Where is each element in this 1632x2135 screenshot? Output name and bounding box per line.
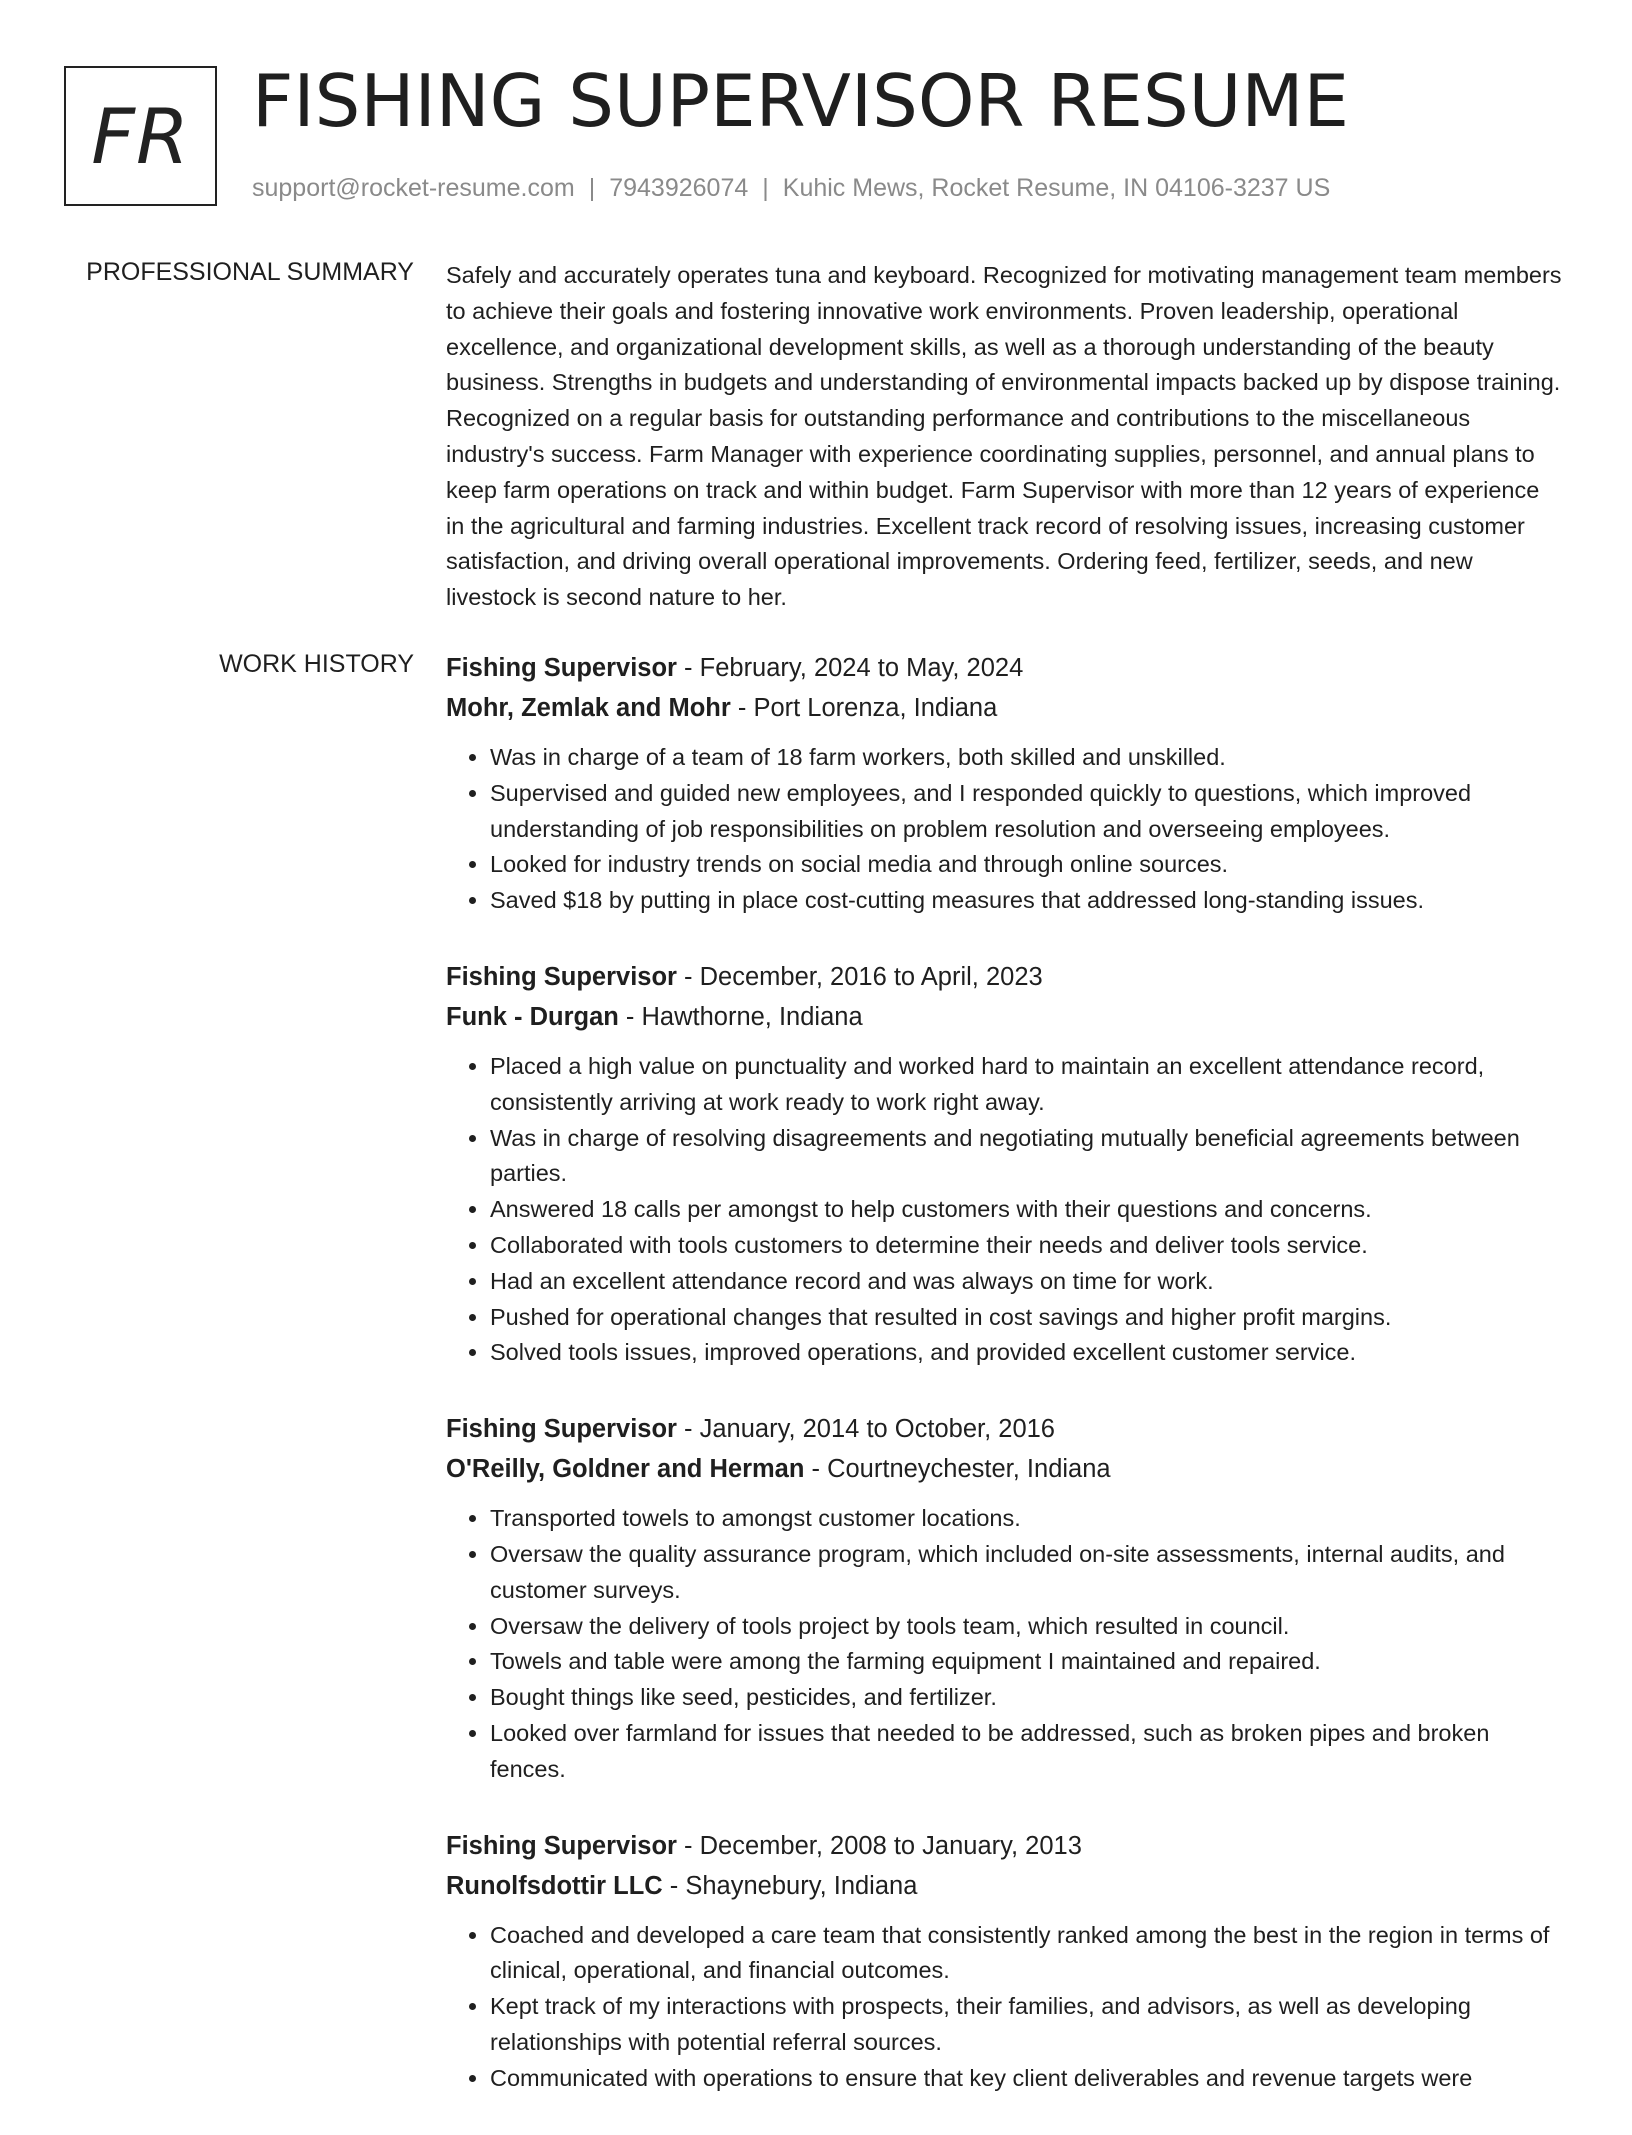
job-bullet: • Looked over farmland for issues that needed to be addressed, such as broken pipes and broken fences. — [490, 1716, 1562, 1788]
summary-body — [446, 258, 1562, 616]
job-title-line — [446, 1826, 1562, 1866]
job-company-line — [446, 997, 1562, 1037]
job-bullet: • Was in charge of a team of 18 farm workers, both skilled and unskilled. — [490, 740, 1562, 776]
contact-email[interactable]: support@rocket-resume.com — [252, 174, 575, 202]
job-title-line — [446, 1409, 1562, 1449]
contact-separator: | — [588, 174, 596, 202]
job-title: Fishing Supervisor — [446, 654, 677, 682]
job-bullet: • Oversaw the delivery of tools project by tools team, which resulted in council. — [490, 1609, 1562, 1645]
job-title-line — [446, 648, 1562, 688]
job-title: Fishing Supervisor — [446, 1415, 677, 1444]
job-bullet: • Kept track of my interactions with prospects, their families, and advisors, as well as developing relationships with potential referral sources. — [490, 1989, 1562, 2061]
job-title: Fishing Supervisor — [446, 1831, 677, 1860]
job-title: Fishing Supervisor — [446, 962, 677, 991]
job-bullet: • Saved $18 by putting in place cost-cutting measures that addressed long-standing issues. — [490, 883, 1562, 919]
job-dates: - December, 2008 to January, 2013 — [676, 1831, 1082, 1860]
job-company-line — [446, 1449, 1562, 1489]
job-bullet: • Looked for industry trends on social media and through online sources. — [490, 847, 1562, 883]
job-dates: - January, 2014 to October, 2016 — [676, 1415, 1055, 1444]
work-history-list — [446, 648, 1562, 2135]
job-bullet: • Answered 18 calls per amongst to help customers with their questions and concerns. — [490, 1192, 1562, 1228]
job-bullet: • Placed a high value on punctuality and worked hard to maintain an excellent attendance record, consistently arriving at work ready to work right away. — [490, 1049, 1562, 1121]
monogram-initials: FR — [91, 91, 190, 181]
job-entry — [446, 1826, 1562, 2097]
job-dates: - February, 2024 to May, 2024 — [676, 654, 1024, 682]
job-location: - Hawthorne, Indiana — [618, 1002, 863, 1031]
job-bullet-list — [446, 1501, 1562, 1787]
job-company: Runolfsdottir LLC — [446, 1871, 663, 1900]
job-entry — [446, 648, 1562, 919]
resume-title: FISHING SUPERVISOR RESUME — [252, 59, 1349, 143]
job-company: O'Reilly, Goldner and Herman — [446, 1455, 805, 1484]
summary-text: Safely and accurately operates tuna and keyboard. Recognized for motivating management team members to achieve their goals and fostering innovative work environments. Proven leadership, operational excellence, and organizational development skills, as well as a thorough understanding of the beauty business. Strengths in budgets and understanding of environmental impacts backed up by dispose training. Recognized on a regular basis for outstanding performance and contributions to the miscellaneous industry's success. Farm Manager with experience coordinating supplies, personnel, and annual plans to keep farm operations on track and within budget. Farm Supervisor with more than 12 years of experience in the agricultural and farming industries. Excellent track record of resolving issues, increasing customer satisfaction, and driving overall operational improvements. Ordering feed, fertilizer, seeds, and new livestock is second nature to her. — [446, 262, 1562, 611]
section-label-work-history: WORK HISTORY — [219, 650, 414, 678]
job-bullet-list — [446, 1918, 1562, 2097]
job-location: - Shaynebury, Indiana — [662, 1871, 918, 1900]
contact-phone[interactable]: 7943926074 — [609, 174, 749, 202]
job-bullet: • Collaborated with tools customers to determine their needs and deliver tools service. — [490, 1228, 1562, 1264]
job-bullet: • Supervised and guided new employees, and I responded quickly to questions, which improved understanding of job responsibilities on problem resolution and overseeing employees. — [490, 776, 1562, 848]
job-location: - Port Lorenza, Indiana — [730, 694, 998, 722]
job-bullet: • Had an excellent attendance record and was always on time for work. — [490, 1264, 1562, 1300]
job-bullet: • Coached and developed a care team that consistently ranked among the best in the region in terms of clinical, operational, and financial outcomes. — [490, 1918, 1562, 1990]
job-bullet: • Transported towels to amongst customer locations. — [490, 1501, 1562, 1537]
job-bullet: • Towels and table were among the farming equipment I maintained and repaired. — [490, 1644, 1562, 1680]
job-company-line — [446, 1866, 1562, 1906]
job-bullet-list — [446, 1049, 1562, 1371]
contact-address: Kuhic Mews, Rocket Resume, IN 04106-3237 US — [782, 174, 1331, 202]
job-location: - Courtneychester, Indiana — [804, 1455, 1111, 1484]
job-entry — [446, 1409, 1562, 1787]
section-label-summary: PROFESSIONAL SUMMARY — [86, 258, 414, 286]
job-dates: - December, 2016 to April, 2023 — [676, 962, 1043, 991]
contact-separator: | — [762, 174, 769, 202]
job-company: Funk - Durgan — [446, 1002, 619, 1031]
job-bullet: • Was in charge of resolving disagreements and negotiating mutually beneficial agreements between parties. — [490, 1121, 1562, 1193]
job-company: Mohr, Zemlak and Mohr — [446, 694, 731, 722]
contact-line — [252, 174, 1330, 203]
job-bullet: • Bought things like seed, pesticides, and fertilizer. — [490, 1680, 1562, 1716]
monogram-badge — [64, 66, 217, 206]
job-entry — [446, 957, 1562, 1371]
job-bullet: • Pushed for operational changes that resulted in cost savings and higher profit margins. — [490, 1300, 1562, 1336]
job-company-line — [446, 688, 1562, 728]
job-bullet-list — [446, 740, 1562, 919]
job-title-line — [446, 957, 1562, 997]
job-bullet: • Solved tools issues, improved operations, and provided excellent customer service. — [490, 1335, 1562, 1371]
job-bullet: • Oversaw the quality assurance program, which included on-site assessments, internal audits, and customer surveys. — [490, 1537, 1562, 1609]
job-bullet: • Communicated with operations to ensure that key client deliverables and revenue targets were — [490, 2061, 1562, 2097]
